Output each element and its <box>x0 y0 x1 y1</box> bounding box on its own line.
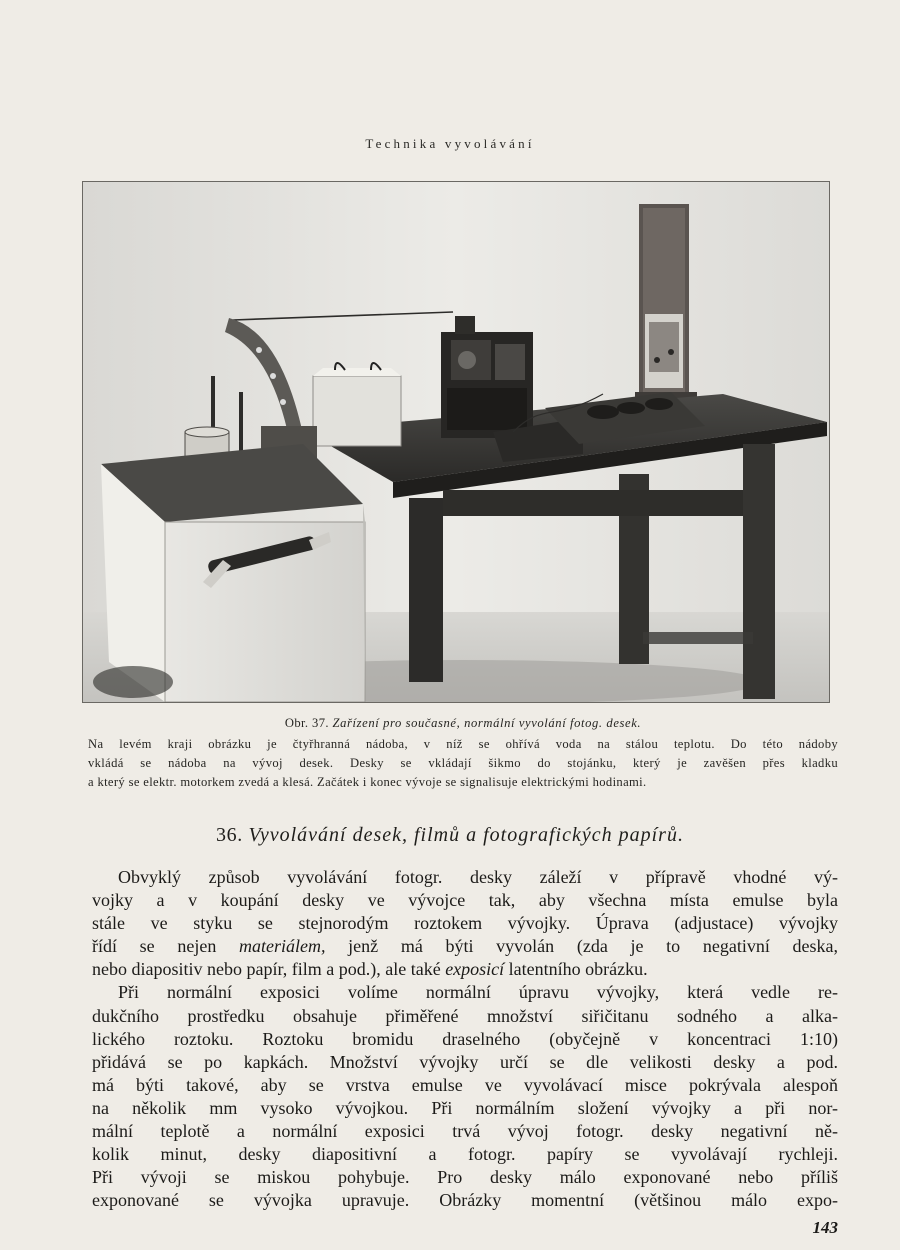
body-text <box>92 866 838 1212</box>
body-line: vojky a v koupání desky ve vývojce tak, aby všechna místa emulse byla <box>92 890 838 911</box>
figure-title <box>88 714 838 733</box>
body-text-run: nebo diapositiv nebo papír, film a pod.), ale také <box>92 959 446 980</box>
figure-photo-development-apparatus <box>82 181 830 703</box>
body-line <box>92 935 838 958</box>
caption-line: Na levém kraji obrázku je čtyřhranná nádoba, v níž se ohřívá voda na stálou teplotu. Do této nádoby <box>88 737 838 751</box>
body-line: kolik minut, desky diapositivní a fotogr. papíry se vyvolávají rychleji. <box>92 1144 838 1165</box>
section-number: 36. <box>216 824 243 846</box>
caption-line: a který se elektr. motorkem zvedá a klesá. Začátek i konec vývoje se signalisuje elektrickými hodinami. <box>88 775 647 789</box>
body-line: exponované se vývojka upravuje. Obrázky momentní (většinou málo expo- <box>92 1190 838 1211</box>
caption-line: vkládá se nádoba na vývoj desek. Desky se vkládají šikmo do stojánku, který je zavěšen přes kladku <box>88 756 838 770</box>
body-text-run: latentního obrázku. <box>504 959 648 980</box>
body-line: Při normální exposici volíme normální úpravu vývojky, která vedle re- <box>118 982 838 1003</box>
body-text-run: jenž má býti vyvolán (zda je to negativní deska, <box>325 936 838 957</box>
body-line <box>92 958 838 981</box>
emphasis-exposici: exposicí <box>445 959 505 980</box>
figure-title-text: Zařízení pro současné, normální vyvolání fotog. desek. <box>332 716 642 730</box>
figure-caption <box>88 714 838 792</box>
section-heading <box>0 824 900 847</box>
body-line: stále ve styku se stejnorodým roztokem vývojky. Úprava (adjustace) vývojky <box>92 913 838 934</box>
body-line: Při vývoji se miskou pohybuje. Pro desky málo exponované nebo příliš <box>92 1167 838 1188</box>
emphasis-materialem: materiálem, <box>239 936 326 957</box>
body-line: dukčního prostředku obsahuje přiměřené množství siřičitanu sodného a alka- <box>92 1005 838 1026</box>
figure-number: Obr. 37. <box>284 716 329 730</box>
body-line: má býti takové, aby se vrstva emulse ve vyvolávací misce pokrývala alespoň <box>92 1074 838 1095</box>
body-line: mální teplotě a normální exposici trvá vývoj fotogr. desky negativní ně- <box>92 1121 838 1142</box>
body-line: na několik mm vysoko vývojkou. Při normálním složení vývojky a při nor- <box>92 1097 838 1118</box>
page-number: 143 <box>812 1218 838 1237</box>
body-line: přidává se po kapkách. Množství vývojky určí se dle velikosti desky a pod. <box>92 1051 838 1072</box>
body-text-run: řídí se nejen <box>92 936 240 957</box>
section-title: Vyvolávání desek, filmů a fotografických papírů. <box>248 824 684 846</box>
body-line: lického roztoku. Roztoku bromidu draselného (obyčejně v koncentraci 1:10) <box>92 1028 838 1049</box>
body-line: Obvyklý způsob vyvolávání fotogr. desky záleží v přípravě vhodné vý- <box>118 867 838 887</box>
running-head: Technika vyvolávání <box>365 136 535 151</box>
